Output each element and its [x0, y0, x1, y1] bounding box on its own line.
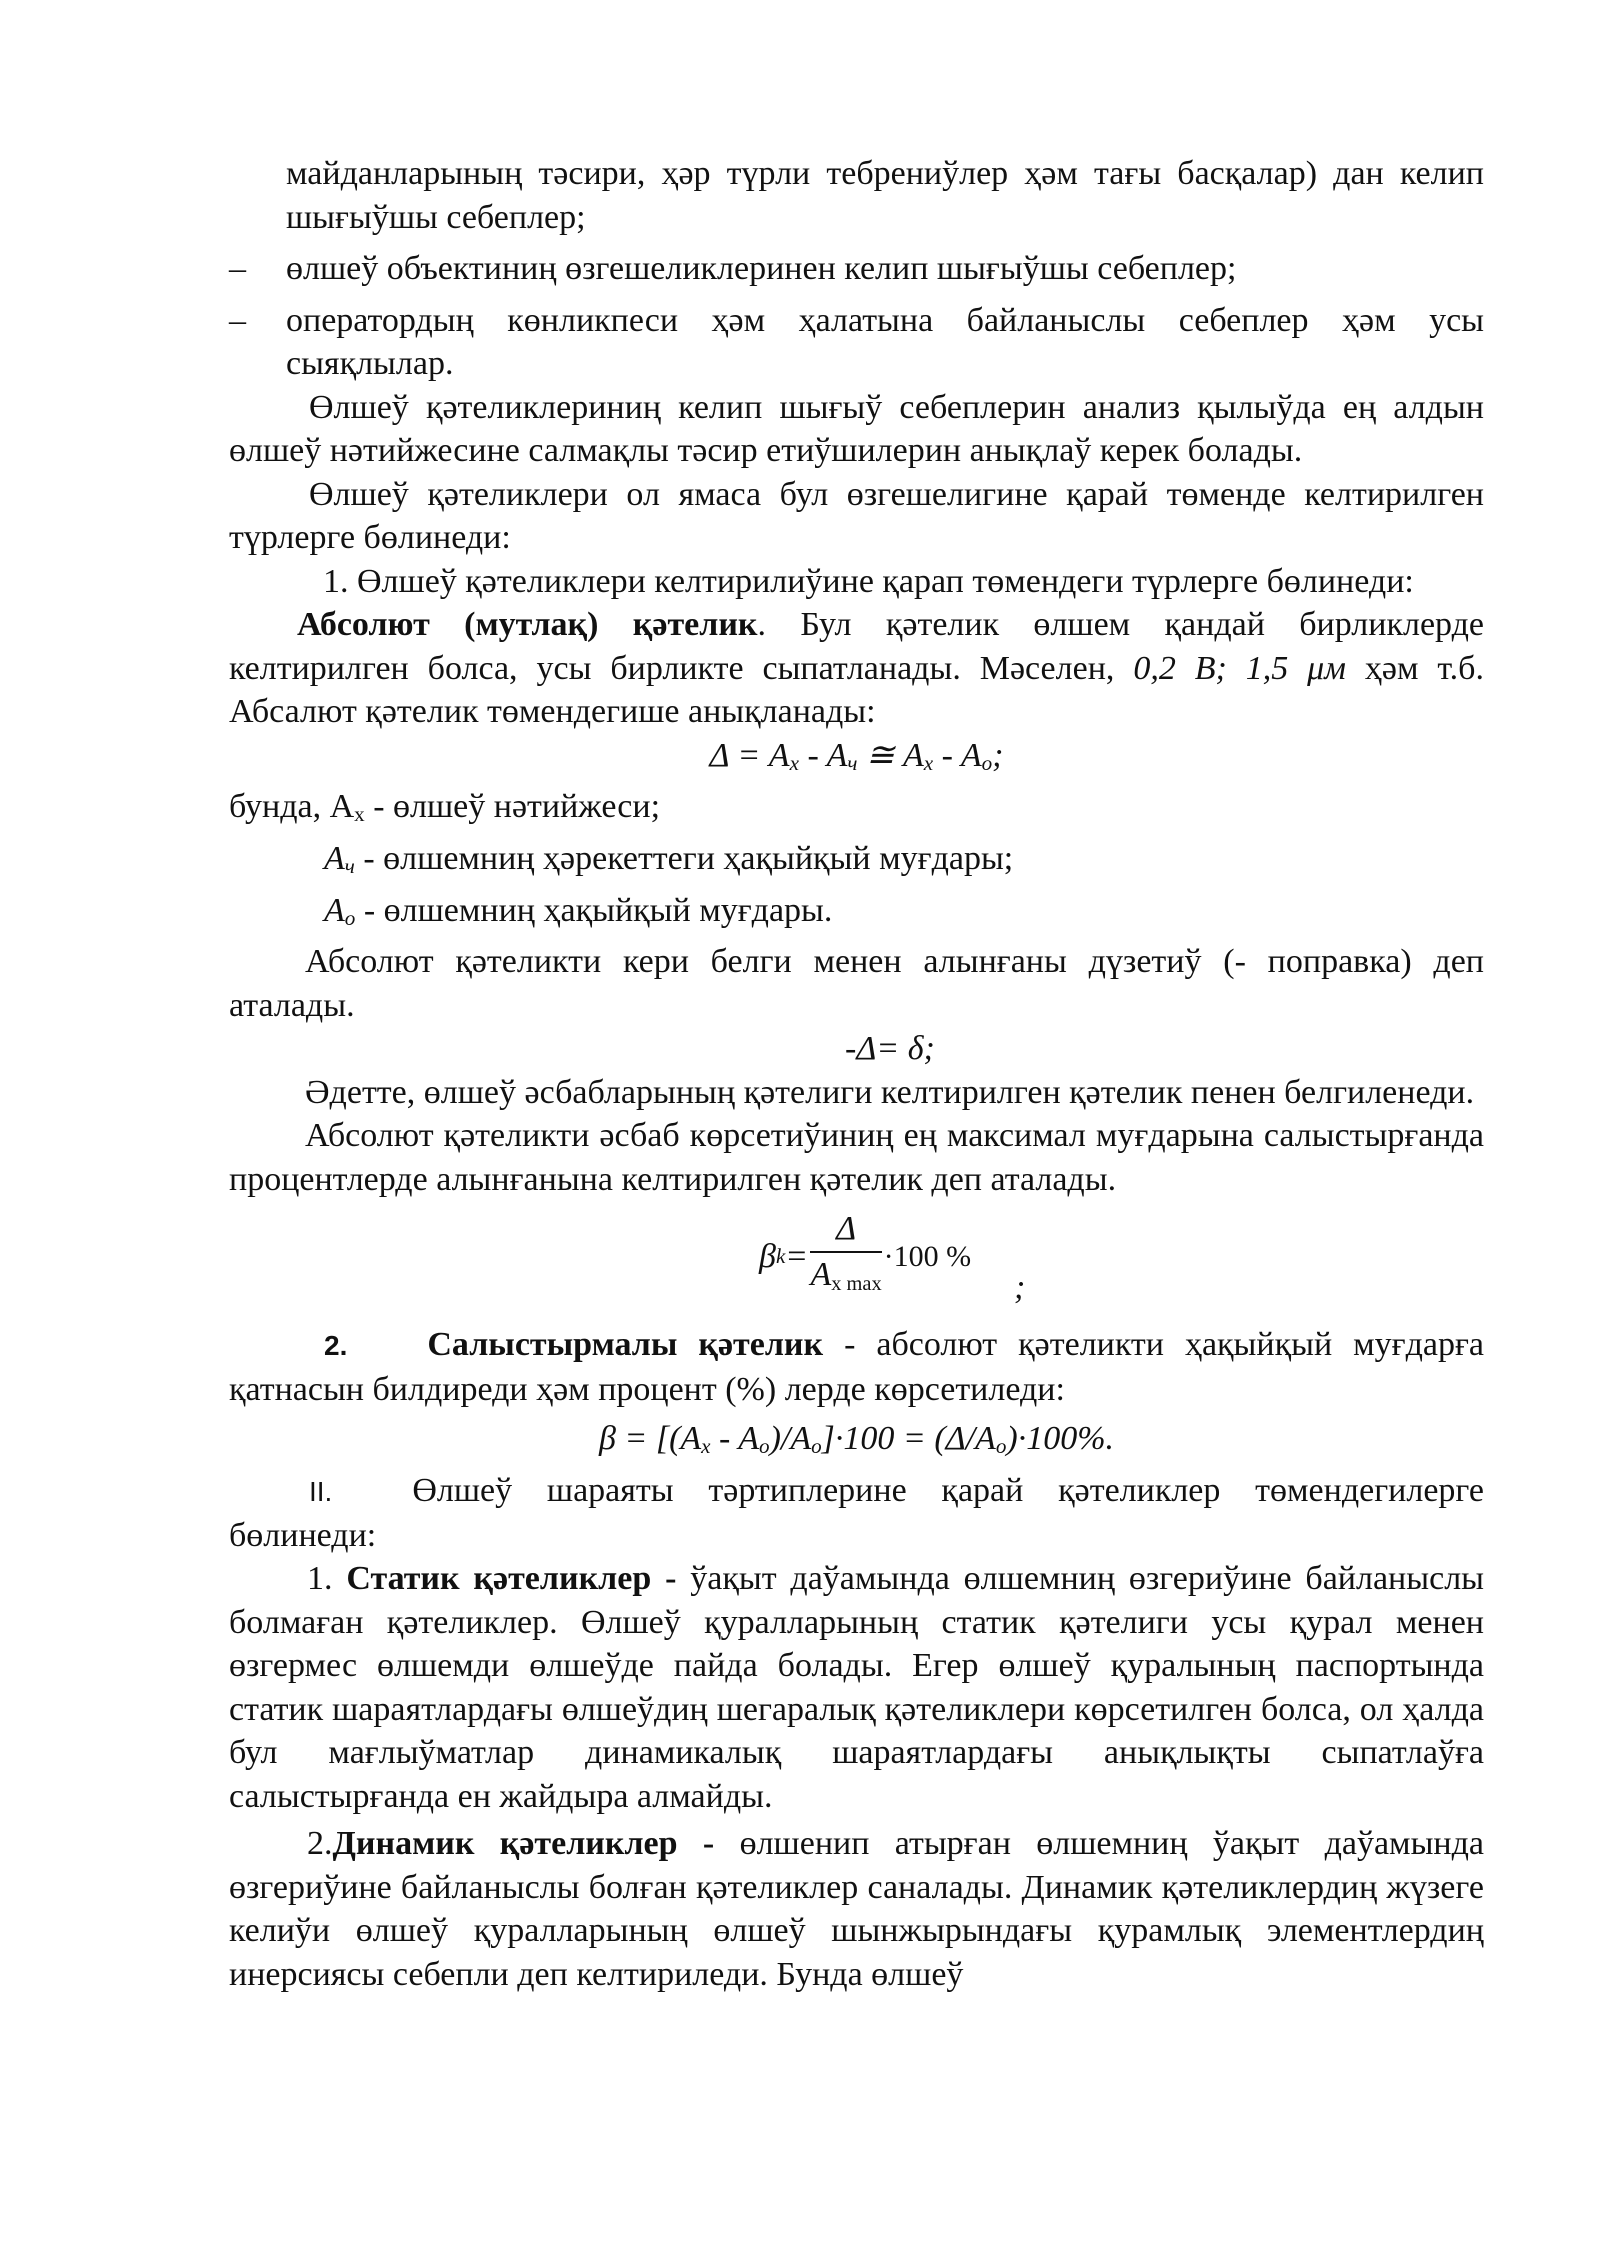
formula-correction: -Δ= δ;	[845, 1030, 935, 1068]
list-item	[229, 299, 1484, 386]
paragraph-text: . Бул қәтелик өлшем қандай бирликлерде келтирилген болса, усы бирликте сыпатланады. Мәселен,	[229, 606, 1484, 687]
paragraph-relative-error	[229, 1323, 1484, 1411]
formula-part: Δ = A	[709, 736, 790, 774]
formula-subscript: ч	[847, 750, 858, 775]
formula-part: ·100 %	[883, 1239, 972, 1273]
dash-bullet: –	[229, 301, 246, 339]
paragraph-text: - абсолют қәтеликти ҳақыйқый муғдарға қатнасын билдиреди ҳәм процент (%) лерде көрсетиледи:	[229, 1326, 1484, 1408]
dash-bullet: –	[229, 250, 246, 287]
formula-beta-k	[759, 1209, 971, 1304]
list-item-text: оператордың көнликпеси ҳәм ҳалатына байланыслы себеплер ҳәм усы сыяқлылар.	[286, 301, 1484, 382]
formula-part: - A	[710, 1420, 760, 1458]
list-item-continuation	[229, 152, 1484, 239]
list-item-text: өлшеў объектиниң өзгешеликлеринен келип шығыўшы себеплер;	[286, 250, 1237, 287]
definition-subscript: x	[354, 802, 365, 827]
paragraph-text: ҳәм т.б. Абсалют қәтелик төмендегише анықланады:	[229, 649, 1484, 730]
paragraph-text: өлшенип атырған өлшемниң ўақыт даўамында өзгериўине байланыслы болған қәтеликлер саналады. Динамик қәтеликлердиң жүзеге келиўи өлшеў қуралларының өлшеў шынжырындағы қурамлық элементлердиң инерсиясы себепли деп келтириледи. Бунда өлшеў	[229, 1825, 1484, 1993]
definition-subscript: o	[344, 905, 356, 930]
formula-part: )/A	[769, 1420, 812, 1458]
fraction-denominator	[810, 1253, 881, 1304]
paragraph-section-ii	[229, 1469, 1484, 1557]
formula-part: - A	[798, 736, 848, 774]
paragraph: Өлшеў қәтеликлери ол ямаса бул өзгешелигине қарай төменде келтирилген түрлерге бөлинеди:	[229, 475, 1484, 556]
formula-symbol: β	[759, 1237, 776, 1275]
fraction-numerator: Δ	[836, 1210, 857, 1248]
definition-text: - өлшемниң ҳақыйқый муғдары.	[355, 891, 833, 929]
list-item	[229, 247, 1484, 291]
formula-subscript: o	[995, 1434, 1007, 1459]
section-number: 2.	[324, 1330, 348, 1362]
formula-fraction	[810, 1209, 881, 1304]
list-item-text: майданларының тәсири, ҳәр түрли тебрениўлер ҳәм тағы басқалар) дан келип шығыўшы себеплер;	[286, 155, 1484, 236]
formula-relative-error	[229, 1417, 1484, 1469]
item-number: 2.	[307, 1825, 333, 1863]
formula-semicolon: ;	[1014, 1269, 1026, 1307]
paragraph: 1. Өлшеў қәтеликлери келтирилиўине қарап төмендеги түрлерге бөлинеди:	[323, 562, 1414, 600]
formula-subscript: x	[923, 750, 934, 775]
term-relative-error: Салыстырмалы қәтелик	[427, 1326, 824, 1364]
formula-subscript: x	[701, 1434, 711, 1459]
paragraph-text: Өлшеў шараяты тәртиплерине қарай қәтеликлер төмендегилерге бөлинеди:	[229, 1472, 1484, 1554]
formula-subscript: o	[981, 750, 993, 775]
paragraph: Әдетте, өлшеў әсбабларының қәтелиги келтирилген қәтелик пенен белгиленеди.	[305, 1073, 1475, 1111]
paragraph: Өлшеў қәтеликлериниң келип шығыў себеплерин анализ қылыўда ең алдын өлшеў нәтийжесине салмақлы тәсир етиўшилерин анықлаў керек болады.	[229, 388, 1484, 469]
definition-text: - өлшемниң ҳәрекеттеги ҳақыйқый муғдары;	[354, 839, 1014, 877]
formula-subscript: x	[789, 750, 799, 775]
formula-part: ≅ A	[857, 736, 924, 774]
definition-text: - өлшеў нәтийжеси;	[364, 788, 661, 826]
formula-part: ]·100 = (Δ/A	[821, 1420, 996, 1458]
formula-absolute-error	[229, 734, 1484, 786]
item-number: 1.	[307, 1560, 347, 1598]
term-static-errors: Статик қәтеликлер -	[346, 1560, 677, 1598]
paragraph-static-errors	[229, 1557, 1484, 1818]
term-absolute-error: Абсолют (мутлақ) қәтелик	[297, 606, 758, 643]
denominator-symbol: A	[810, 1256, 832, 1294]
formula-subscript: o	[811, 1434, 822, 1459]
definition-text: бунда, A	[229, 788, 355, 826]
document-body	[229, 152, 1484, 1996]
paragraph-dynamic-errors	[229, 1822, 1484, 1996]
paragraph: Абсолют қәтеликти кери белги менен алынғаны дүзетиў (- поправка) деп аталады.	[229, 943, 1484, 1024]
denominator-subscript: x max	[831, 1273, 882, 1296]
formula-part: β = [(A	[598, 1420, 702, 1458]
paragraph-text: ўақыт даўамында өлшемниң өзгериўине байланыслы болмаған қәтеликлер. Өлшеў қуралларының статик қәтелиги усы қурал менен өзгермес өлшемди өлшеўде пайда болады. Егер өлшеў қуралының паспортында статик шараятлардағы өлшеўдиң шегаралық қәтеликлери көрсетилген болса, ол ҳалда бул мағлыўматлар динамикалық шараятлардағы анықлықты сыпатлаўға салыстырғанда ен жайдыра алмайды.	[229, 1560, 1484, 1815]
definition-line	[229, 785, 1484, 837]
example-unit: μм	[1307, 649, 1346, 687]
example-values: 0,2 В; 1,5	[1133, 649, 1308, 687]
definition-line	[229, 837, 1484, 889]
definition-symbol: A	[324, 891, 345, 929]
formula-operator: =	[787, 1237, 807, 1275]
formula-part: - A	[933, 736, 982, 774]
definition-line	[229, 889, 1484, 941]
formula-subscript: k	[775, 1244, 786, 1269]
formula-part: ;	[992, 736, 1004, 774]
paragraph: Абсолют қәтеликти әсбаб көрсетиўиниң ең максимал муғдарына салыстырғанда процентлерде алынғанына келтирилген қәтелик деп аталады.	[229, 1117, 1484, 1198]
definition-symbol: A	[324, 839, 345, 877]
section-number: II.	[309, 1476, 333, 1508]
formula-part: )·100%.	[1006, 1420, 1115, 1458]
formula-subscript: o	[759, 1434, 770, 1459]
formula-reduced-error	[229, 1201, 1484, 1323]
paragraph-absolute-error	[229, 603, 1484, 734]
term-dynamic-errors: Динамик қәтеликлер -	[332, 1825, 715, 1863]
definition-subscript: ч	[344, 854, 355, 879]
